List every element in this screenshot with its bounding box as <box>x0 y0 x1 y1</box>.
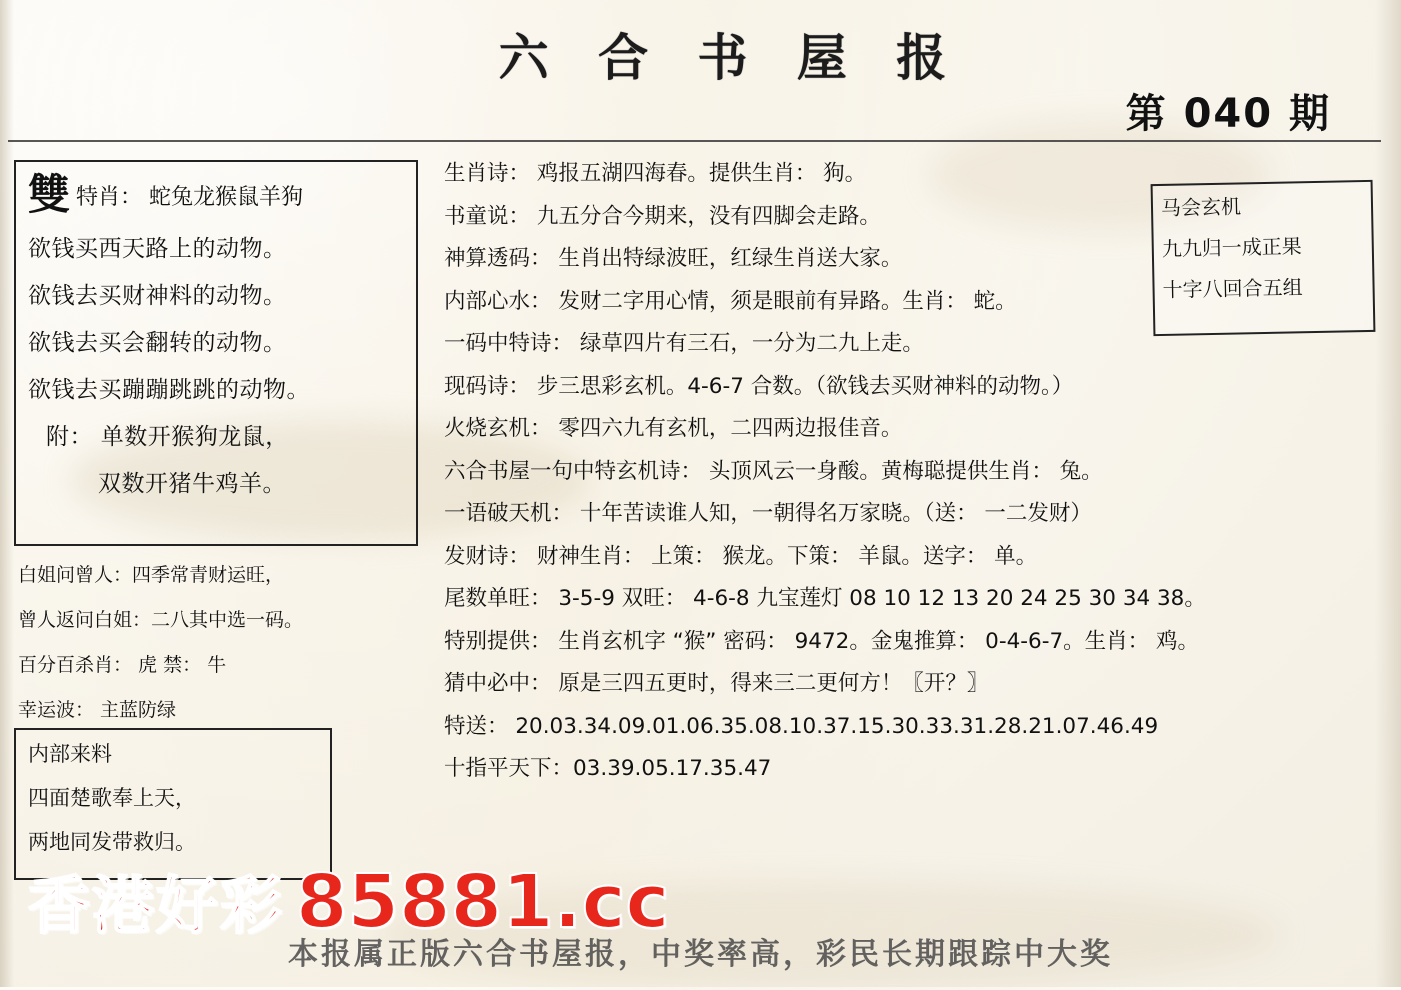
content-line: 发财诗： 财神生肖： 上策： 猴龙。下策： 羊鼠。送字： 单。 <box>444 543 1038 569</box>
texiao-row <box>28 170 404 219</box>
paper-edge-right <box>1375 0 1401 987</box>
content-line: 特别提供： 生肖玄机字 “猴” 密码： 9472。金鬼推算： 0-4-6-7。生肖： 鸡。 <box>444 628 1199 654</box>
note-line-3: 百分百杀肖： 虎 禁： 牛 <box>18 654 227 676</box>
content-line: 十指平天下：03.39.05.17.35.47 <box>444 756 772 782</box>
inner-box-line-2: 两地同发带救归。 <box>28 830 196 854</box>
content-line: 六合书屋一句中特玄机诗： 头顶风云一身酸。黄梅聪提供生肖： 兔。 <box>444 458 1103 484</box>
note-line-4: 幸运波： 主蓝防绿 <box>18 699 177 721</box>
left-notes <box>18 560 428 740</box>
content-line: 生肖诗： 鸡报五湖四海春。提供生肖： 狗。 <box>444 161 867 186</box>
content-line: 特送： 20.03.34.09.01.06.35.08.10.37.15.30.33.31.28.21.07.46.49 <box>444 713 1159 739</box>
riddle-line-2: 欲钱去买财神料的动物。 <box>28 283 287 309</box>
content-line: 一语破天机： 十年苦读谁人知，一朝得名万家晓。（送： 一二发财） <box>444 501 1092 527</box>
right-box-title: 马会玄机 <box>1160 194 1242 220</box>
main-content-column <box>444 160 1374 798</box>
page-title: 六 合 书 屋 报 <box>498 29 963 87</box>
content-line: 一码中特诗： 绿草四片有三石，一分为二九上走。 <box>444 331 924 357</box>
inner-box-title: 内部来料 <box>28 742 112 766</box>
content-line: 猜中必中： 原是三四五更时，得来三二更何方！〖开？〗 <box>444 671 989 697</box>
texiao-line: 特肖： 蛇兔龙猴鼠羊狗 <box>76 185 304 210</box>
inner-box-line-1: 四面楚歌奉上天， <box>28 786 196 810</box>
inner-source-box <box>14 728 332 880</box>
left-feature-box <box>14 160 418 546</box>
riddle-line-3: 欲钱去买会翻转的动物。 <box>28 330 287 356</box>
content-line: 内部心水： 发财二字用心情，须是眼前有异路。生肖： 蛇。 <box>444 288 1017 314</box>
header-divider <box>8 140 1381 142</box>
issue-number: 第 040 期 <box>1125 91 1331 137</box>
riddle-line-4: 欲钱去买蹦蹦跳跳的动物。 <box>28 377 310 403</box>
content-line: 尾数单旺： 3-5-9 双旺： 4-6-8 九宝莲灯 08 10 12 13 20 24 25 30 34 38。 <box>444 586 1206 612</box>
note-line-2: 曾人返问白姐：二八其中选一码。 <box>18 609 304 631</box>
content-line: 书童说： 九五分合今期来，没有四脚会走路。 <box>444 203 881 229</box>
note-line-1: 白姐问曾人：四季常青财运旺， <box>18 564 285 586</box>
fu-line-2: 双数开猪牛鸡羊。 <box>98 471 286 497</box>
fu-line-1: 附： 单数开猴狗龙鼠， <box>46 424 289 450</box>
content-line: 神算透码： 生肖出特绿波旺，红绿生肖送大家。 <box>444 246 903 272</box>
watermark-text: 香港好彩 <box>28 869 285 942</box>
paper-edge-left <box>0 0 14 987</box>
footer-slogan: 本报属正版六合书屋报，中奖率高，彩民长期跟踪中大奖 <box>288 937 1113 972</box>
right-box-line-2: 十字八回合五组 <box>1162 275 1303 302</box>
right-box-line-1: 九九归一成正果 <box>1161 234 1303 261</box>
content-line: 火烧玄机： 零四六九有玄机，二四两边报佳音。 <box>444 416 903 442</box>
riddle-line-1: 欲钱买西天路上的动物。 <box>28 236 287 262</box>
content-line: 现码诗： 步三思彩玄机。4-6-7 合数。（欲钱去买财神料的动物。） <box>444 373 1074 399</box>
shuang-badge: 雙 <box>28 170 71 219</box>
watermark-domain: 85881.cc <box>296 859 670 945</box>
